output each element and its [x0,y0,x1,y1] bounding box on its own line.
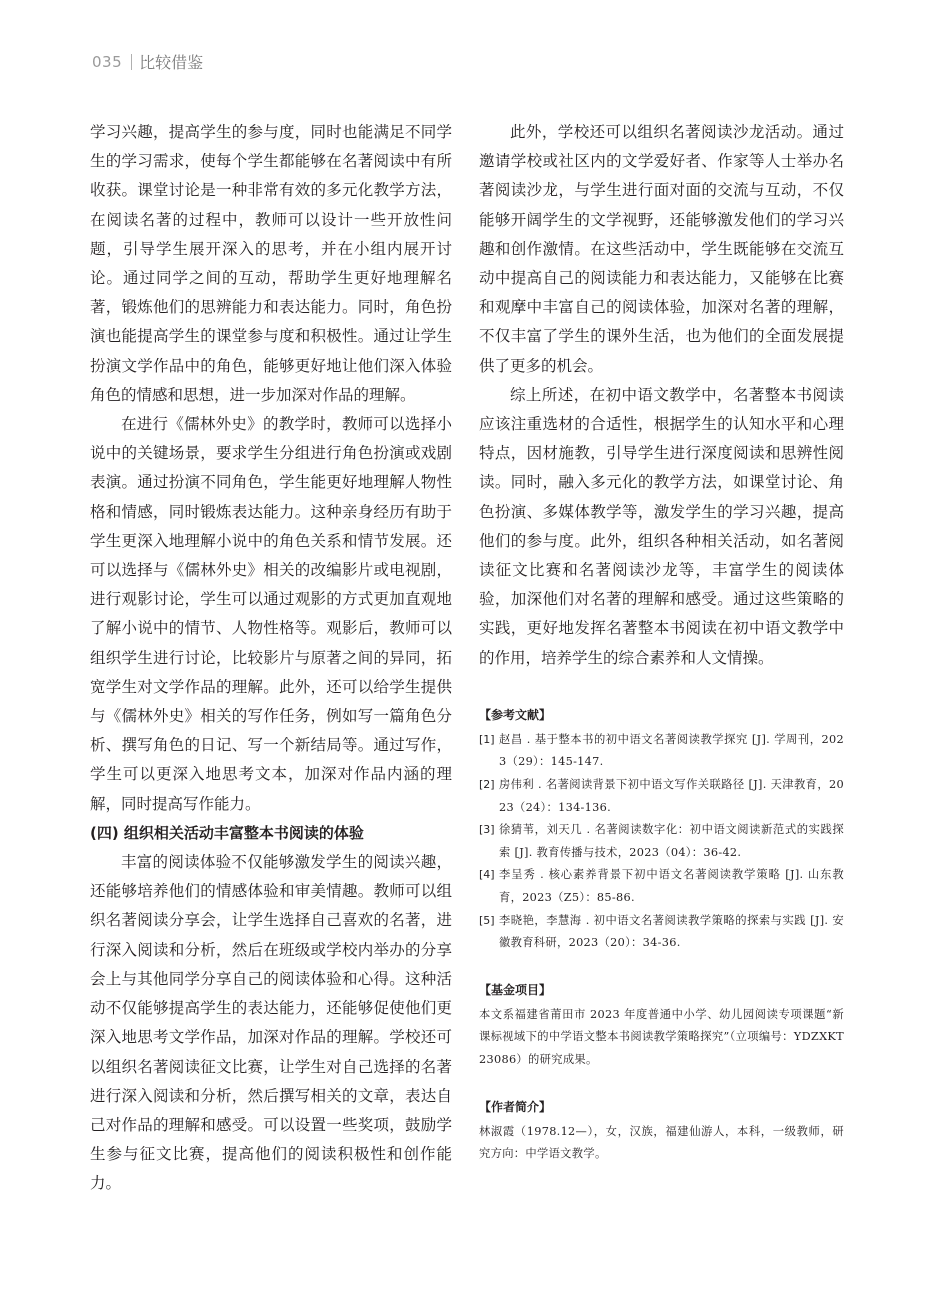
reference-number: [1] [479,732,495,746]
reference-text: 李晓艳，李慧海 . 初中语文名著阅读教学策略的探索与实践 [J]. 安徽教育科研，2023（20）：34-36. [499,913,844,950]
funding-section [479,981,844,1072]
reference-number: [4] [479,868,495,882]
reference-item [479,864,844,909]
reference-text: 李呈秀 . 核心素养背景下初中语文名著阅读教学策略 [J]. 山东教育，2023（Z5）：85-86. [499,868,844,905]
reference-number: [5] [479,913,495,927]
author-text: 林淑霞（1978.12—），女，汉族，福建仙游人，本科，一级教师，研究方向：中学语文教学。 [479,1124,844,1161]
reference-number: [2] [479,778,495,792]
body-paragraph: 在进行《儒林外史》的教学时，教师可以选择小说中的关键场景，要求学生分组进行角色扮演或戏剧表演。通过扮演不同角色，学生能更好地理解人物性格和情感，同时锻炼表达能力。这种亲身经历有助于学生更深入地理解小说中的角色关系和情节发展。还可以选择与《儒林外史》相关的改编影片或电视剧，进行观影讨论，学生可以通过观影的方式更加直观地了解小说中的情节、人物性格等。观影后，教师可以组织学生进行讨论，比较影片与原著之间的异同，拓宽学生对文学作品的理解。此外，还可以给学生提供与《儒林外史》相关的写作任务，例如写一篇角色分析、撰写角色的日记、写一个新结局等。通过写作，学生可以更深入地思考文本，加深对作品内涵的理解，同时提高写作能力。 [90,415,452,813]
section-title: 比较借鉴 [139,53,204,72]
reference-text: 赵昌 . 基于整本书的初中语文名著阅读教学探究 [J]. 学周刊，2023（29）：145-147. [499,732,844,769]
author-title: 【作者简介】 [479,1099,552,1114]
reference-text: 房伟利 . 名著阅读背景下初中语文写作关联路径 [J]. 天津教育，2023（24）：134-136. [499,778,844,814]
reference-text: 徐猜苇，刘天几 . 名著阅读数字化：初中语文阅读新范式的实践探索 [J]. 教育传播与技术，2023（04）：36-42. [499,823,844,859]
right-column [479,118,844,1166]
reference-item [479,729,844,774]
funding-text: 本文系福建省莆田市 2023 年度普通中小学、幼儿园阅读专项课题“新课标视域下的中学语文整本书阅读教学策略探究”（立项编号：YDZXKT23086）的研究成果。 [479,1007,844,1066]
funding-title: 【基金项目】 [479,982,552,997]
reference-number: [3] [479,823,495,837]
body-paragraph: 丰富的阅读体验不仅能够激发学生的阅读兴趣，还能够培养他们的情感体验和审美情趣。教师可以组织名著阅读分享会，让学生选择自己喜欢的名著，进行深入阅读和分析，然后在班级或学校内举办的分享会上与其他同学分享自己的阅读体验和心得。这种活动不仅能够提高学生的表达能力，还能够促使他们更深入地思考文学作品，加深对作品的理解。学校还可以组织名著阅读征文比赛，让学生对自己选择的名著进行深入阅读和分析，然后撰写相关的文章，表达自己对作品的理解和感受。可以设置一些奖项，鼓励学生参与征文比赛，提高他们的阅读积极性和创作能力。 [90,853,452,1193]
page-header [92,50,203,73]
references-title: 【参考文献】 [479,707,552,722]
reference-list [479,729,844,955]
left-column [90,118,452,1199]
section-subheading: (四) 组织相关活动丰富整本书阅读的体验 [90,823,364,842]
body-paragraph: 此外，学校还可以组织名著阅读沙龙活动。通过邀请学校或社区内的文学爱好者、作家等人士举办名著阅读沙龙，与学生进行面对面的交流与互动，不仅能够开阔学生的文学视野，还能够激发他们的学习兴趣和创作激情。在这些活动中，学生既能够在交流互动中提高自己的阅读能力和表达能力，又能够在比赛和观摩中丰富自己的阅读体验，加深对名著的理解，不仅丰富了学生的课外生活，也为他们的全面发展提供了更多的机会。 [479,123,844,375]
body-paragraph: 学习兴趣，提高学生的参与度，同时也能满足不同学生的学习需求，使每个学生都能够在名著阅读中有所收获。课堂讨论是一种非常有效的多元化教学方法，在阅读名著的过程中，教师可以设计一些开放性问题，引导学生展开深入的思考，并在小组内展开讨论。通过同学之间的互动，帮助学生更好地理解名著，锻炼他们的思辨能力和表达能力。同时，角色扮演也能提高学生的课堂参与度和积极性。通过让学生扮演文学作品中的角色，能够更好地让他们深入体验角色的情感和思想，进一步加深对作品的理解。 [90,123,452,404]
references-section [479,706,844,955]
reference-item [479,819,844,864]
header-divider [131,54,132,70]
page-number: 035 [92,52,123,71]
author-section [479,1098,844,1166]
reference-item [479,910,844,955]
body-paragraph: 综上所述，在初中语文教学中，名著整本书阅读应该注重选材的合适性，根据学生的认知水平和心理特点，因材施教，引导学生进行深度阅读和思辨性阅读。同时，融入多元化的教学方法，如课堂讨论、角色扮演、多媒体教学等，激发学生的学习兴趣，提高他们的参与度。此外，组织各种相关活动，如名著阅读征文比赛和名著阅读沙龙等，丰富学生的阅读体验，加深他们对名著的理解和感受。通过这些策略的实践，更好地发挥名著整本书阅读在初中语文教学中的作用，培养学生的综合素养和人文情操。 [479,385,844,667]
reference-item [479,774,844,819]
